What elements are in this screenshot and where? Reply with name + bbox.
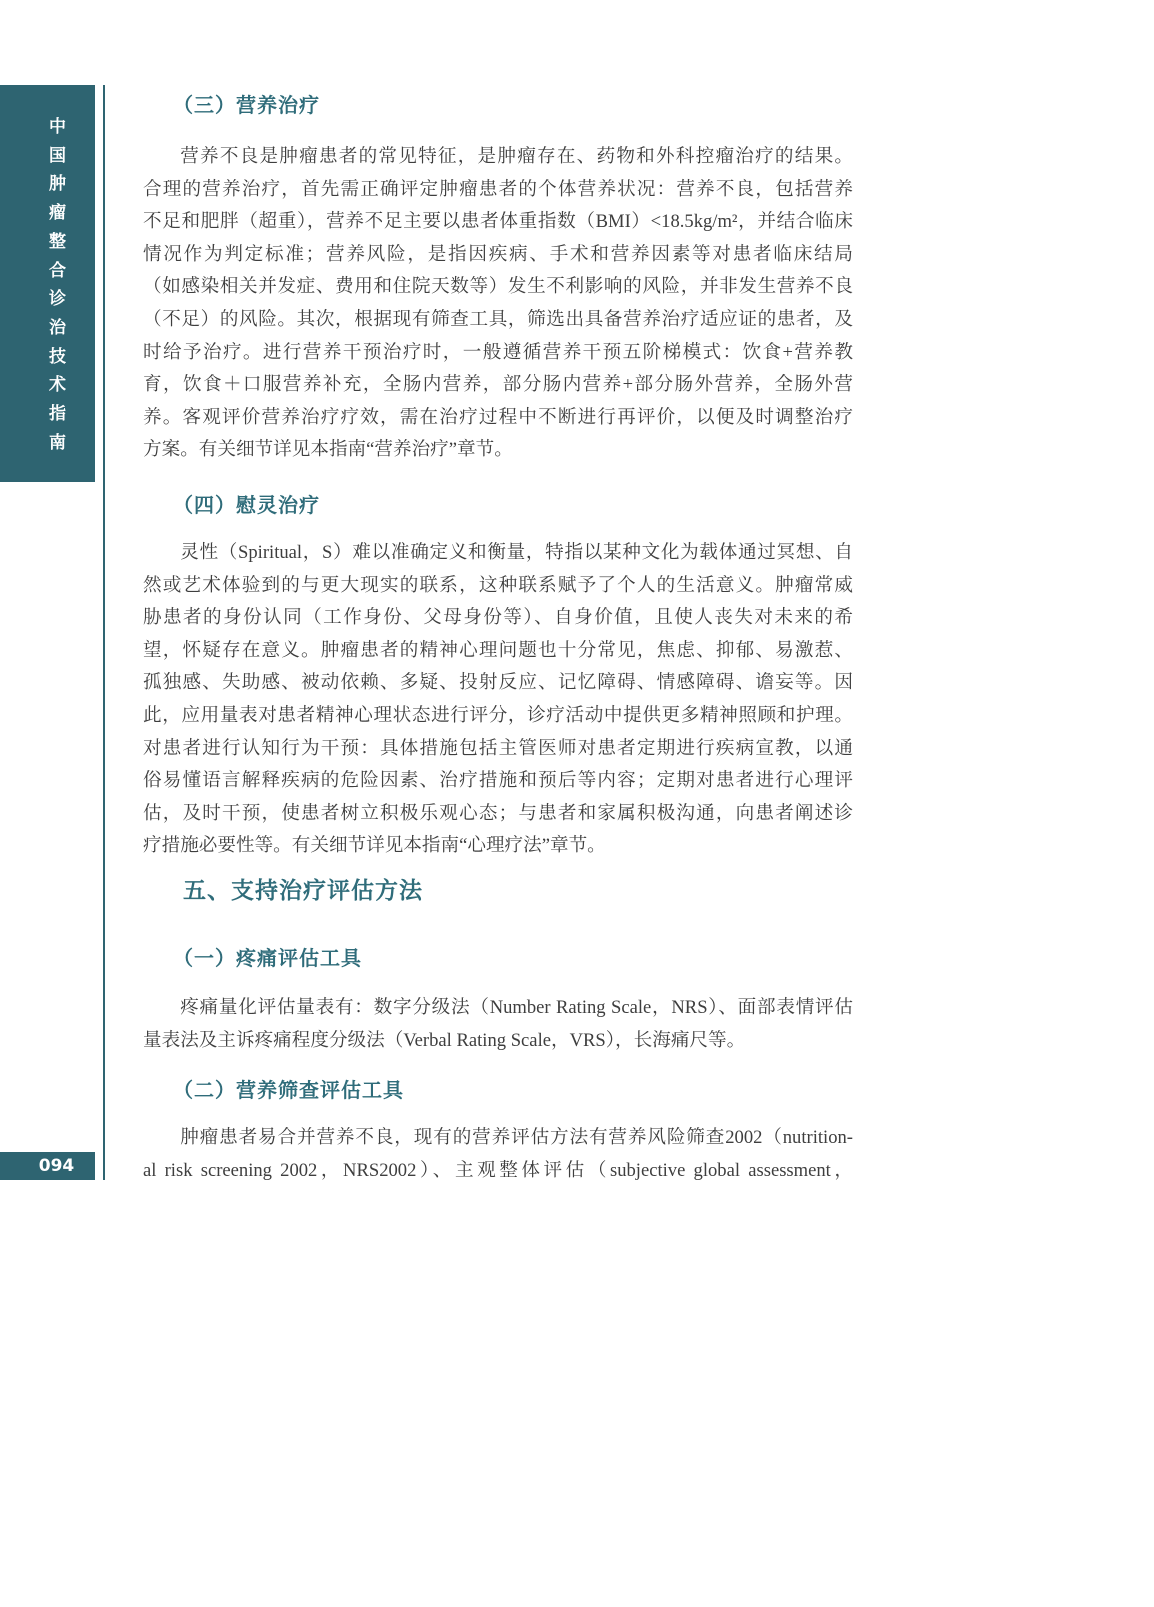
text-line: 望，怀疑存在意义。肿瘤患者的精神心理问题也十分常见，焦虑、抑郁、易激惹、 (143, 639, 853, 661)
book-title-char: 整 (49, 231, 66, 252)
book-title-char: 合 (49, 260, 66, 281)
paragraph-nutrition-therapy (143, 141, 853, 467)
text-line: 疗措施必要性等。有关细节详见本指南“心理疗法”章节。 (143, 835, 606, 857)
book-title-char: 国 (49, 145, 66, 166)
book-title-char: 指 (49, 404, 66, 425)
book-title-char: 术 (49, 375, 66, 396)
book-title-char: 瘤 (49, 203, 66, 224)
section-heading-nutrition-screening-tools: （二）营养筛查评估工具 (173, 1078, 404, 1102)
text-line: 育，饮食＋口服营养补充，全肠内营养，部分肠内营养+部分肠外营养，全肠外营 (143, 374, 853, 396)
text-line: （如感染相关并发症、费用和住院天数等）发生不利影响的风险，并非发生营养不良 (143, 276, 853, 298)
text-line: 疼痛量化评估量表有：数字分级法（Number Rating Scale，NRS）、面部表情评估 (180, 997, 853, 1018)
text-line: 肿瘤患者易合并营养不良，现有的营养评估方法有营养风险筛查2002（nutrition- (180, 1127, 853, 1148)
text-line: 胁患者的身份认同（工作身份、父母身份等）、自身价值，且使人丧失对未来的希 (143, 607, 853, 629)
text-line: （不足）的风险。其次，根据现有筛查工具，筛选出具备营养治疗适应证的患者，及 (143, 308, 853, 330)
text-line: al risk screening 2002，NRS2002）、主观整体评估（subjective global assessment， (143, 1159, 853, 1181)
page-number-badge: 094 (0, 1152, 95, 1180)
text-line: 时给予治疗。进行营养干预治疗时，一般遵循营养干预五阶梯模式：饮食+营养教 (143, 341, 853, 363)
text-line: 此，应用量表对患者精神心理状态进行评分，诊疗活动中提供更多精神照顾和护理。 (143, 704, 853, 726)
book-title-char: 治 (49, 318, 66, 339)
text-line: 然或艺术体验到的与更大现实的联系，这种联系赋予了个人的生活意义。肿瘤常威 (143, 574, 853, 596)
text-line: 对患者进行认知行为干预：具体措施包括主管医师对患者定期进行疾病宣教，以通 (143, 737, 853, 759)
text-line: 情况作为判定标准；营养风险，是指因疾病、手术和营养因素等对患者临床结局 (143, 243, 853, 265)
text-line: 孤独感、失助感、被动依赖、多疑、投射反应、记忆障碍、情感障碍、谵妄等。因 (143, 672, 853, 694)
paragraph-nutrition-screening (143, 1122, 853, 1187)
text-line: 不足和肥胖（超重），营养不足主要以患者体重指数（BMI）<18.5kg/m²，并结合临床 (143, 211, 853, 233)
section-heading-nutrition-therapy: （三）营养治疗 (173, 93, 320, 117)
section-heading-spiritual-therapy: （四）慰灵治疗 (173, 493, 320, 517)
paragraph-pain-assessment (143, 992, 853, 1057)
text-line: 俗易懂语言解释疾病的危险因素、治疗措施和预后等内容；定期对患者进行心理评 (143, 770, 853, 792)
text-line: 营养不良是肿瘤患者的常见特征，是肿瘤存在、药物和外科控瘤治疗的结果。 (180, 146, 853, 167)
text-line: 合理的营养治疗，首先需正确评定肿瘤患者的个体营养状况：营养不良，包括营养 (143, 178, 853, 200)
book-title-char: 中 (49, 117, 66, 137)
book-title-vertical-text (20, 119, 95, 452)
section-heading-pain-assessment-tools: （一）疼痛评估工具 (173, 946, 362, 970)
chapter-heading-supportive-care-assessment: 五、支持治疗评估方法 (183, 878, 423, 904)
book-title-char: 肿 (49, 174, 66, 195)
text-line: 方案。有关细节详见本指南“营养治疗”章节。 (143, 439, 513, 461)
text-line: 估，及时干预，使患者树立积极乐观心态；与患者和家属积极沟通，向患者阐述诊 (143, 802, 853, 824)
sidebar-divider-rule (103, 85, 105, 1180)
book-title-char: 南 (49, 432, 66, 453)
book-title-sidebar (0, 85, 95, 482)
paragraph-spiritual-therapy (143, 537, 853, 863)
text-line: 灵性（Spiritual，S）难以准确定义和衡量，特指以某种文化为载体通过冥想、自 (180, 542, 853, 563)
book-title-char: 诊 (49, 289, 66, 310)
text-line: 量表法及主诉疼痛程度分级法（Verbal Rating Scale，VRS），长海痛尺等。 (143, 1029, 746, 1051)
book-title-char: 技 (49, 346, 66, 367)
text-line: 养。客观评价营养治疗疗效，需在治疗过程中不断进行再评价，以便及时调整治疗 (143, 406, 853, 428)
